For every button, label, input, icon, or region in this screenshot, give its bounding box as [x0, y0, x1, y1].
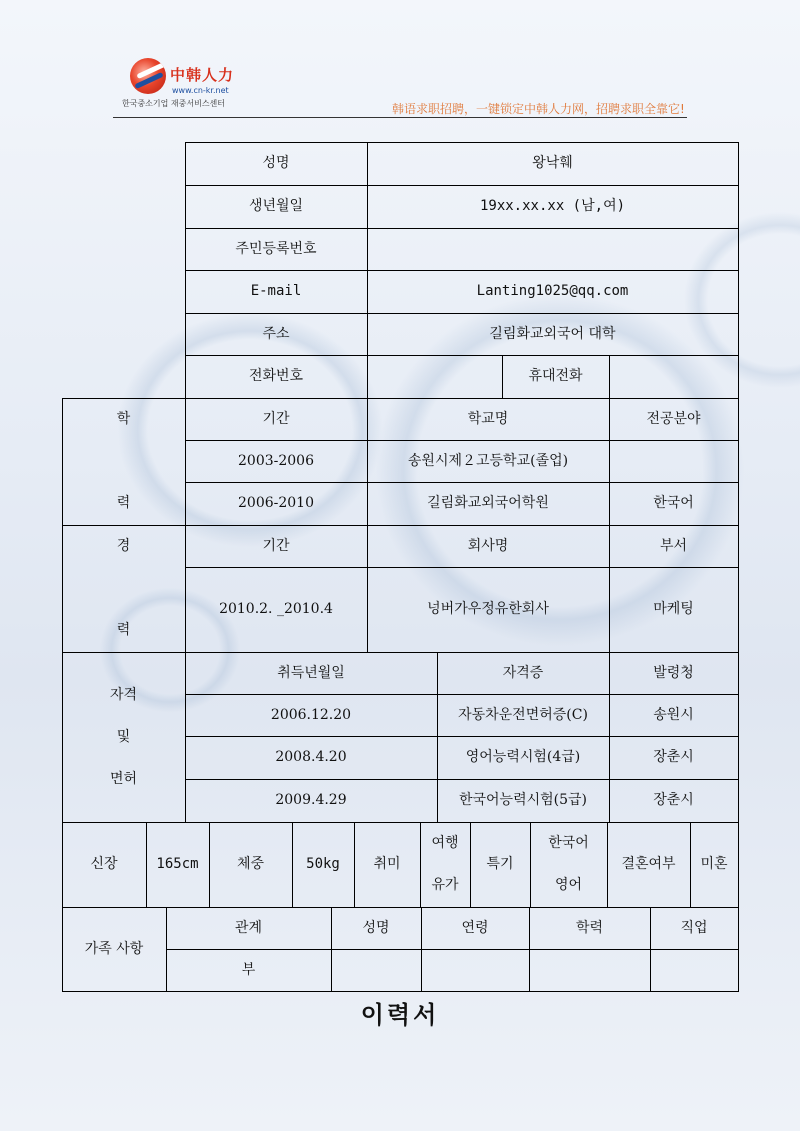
education-row-period: 2003-2006 — [238, 452, 314, 469]
education-row-period: 2006-2010 — [238, 495, 314, 512]
license-section-label-1: 자격 — [109, 686, 138, 703]
education-row-major: 한국어 — [653, 495, 694, 512]
phone-value — [367, 355, 502, 398]
address-label: 주소 — [262, 325, 290, 342]
mobile-label: 휴대전화 — [528, 368, 583, 385]
family-header-relation: 관계 — [234, 919, 263, 936]
license-row-cert: 한국어능력시험(5급) — [458, 792, 588, 809]
career-row-period: 2010.2. _2010.4 — [219, 601, 333, 618]
header-slogan: 韩语求职招聘，一键锁定中韩人力网，招聘求职全靠它! — [392, 102, 685, 116]
logo-name: 中韩人力 — [170, 66, 235, 84]
family-row-age — [421, 949, 529, 991]
weight-value: 50kg — [306, 856, 340, 873]
career-header-period: 기간 — [262, 537, 290, 554]
license-section-label-3: 면허 — [109, 770, 138, 787]
education-header-major: 전공분야 — [646, 410, 701, 427]
weight-label: 체중 — [236, 856, 265, 873]
license-row-cert: 자동차운전면허증(C) — [458, 706, 588, 723]
mobile-value — [609, 355, 738, 398]
family-row-education — [529, 949, 650, 991]
height-label: 신장 — [90, 856, 118, 873]
career-section-label-1: 경 — [116, 537, 131, 554]
hobby-value-2: 유가 — [431, 877, 459, 894]
page-header — [0, 0, 800, 125]
hobby-label: 취미 — [373, 856, 401, 873]
height-value: 165cm — [156, 856, 199, 873]
career-row-company: 넝버가우정유한회사 — [427, 601, 549, 618]
education-section-label-2: 력 — [116, 495, 131, 512]
education-row-school: 길림화교외국어학원 — [427, 495, 549, 512]
license-row-issuer: 송원시 — [653, 706, 694, 723]
career-header-dept: 부서 — [659, 537, 688, 554]
logo-url[interactable]: www.cn-kr.net — [172, 86, 229, 95]
id-number-label: 주민등록번호 — [235, 240, 317, 257]
birth-value: 19xx.xx.xx (남,여) — [479, 198, 626, 215]
education-header-school: 학교명 — [467, 410, 509, 427]
education-row-major — [609, 440, 738, 482]
license-header-date: 취득년월일 — [277, 664, 345, 681]
marriage-label: 결혼여부 — [621, 856, 676, 873]
family-section-label: 가족 사항 — [84, 940, 144, 957]
family-header-job: 직업 — [680, 919, 708, 936]
birth-label: 생년월일 — [248, 198, 304, 215]
id-number-value — [367, 228, 738, 270]
career-header-company: 회사명 — [467, 537, 509, 554]
logo-subtitle: 한국중소기업 재중서비스센터 — [122, 99, 226, 108]
career-row-dept: 마케팅 — [653, 601, 694, 618]
license-row-date: 2009.4.29 — [275, 792, 347, 809]
education-row-school: 송원시제２고등학교(졸업) — [407, 452, 569, 469]
family-header-age: 연령 — [461, 919, 489, 936]
skill-value-2: 영어 — [554, 877, 583, 894]
family-header-name: 성명 — [362, 919, 390, 936]
family-row-job — [650, 949, 738, 991]
family-header-education: 학력 — [575, 919, 604, 936]
family-row-name — [331, 949, 421, 991]
license-row-date: 2008.4.20 — [275, 749, 347, 766]
license-header-issuer: 발령청 — [653, 664, 694, 681]
skill-value-1: 한국어 — [548, 834, 589, 851]
hobby-value-1: 여행 — [431, 834, 459, 851]
family-row-relation: 부 — [241, 961, 256, 978]
address-value: 길림화교외국어 대학 — [489, 325, 616, 342]
email-label: E-mail — [250, 283, 302, 300]
name-value: 왕낙훼 — [532, 155, 573, 172]
document-title: 이력서 — [360, 1000, 440, 1029]
header-divider — [113, 117, 687, 118]
license-row-cert: 영어능력시험(4급) — [465, 749, 581, 766]
company-logo[interactable] — [122, 56, 248, 112]
name-label: 성명 — [262, 155, 290, 172]
skill-label: 특기 — [486, 856, 514, 873]
phone-label: 전화번호 — [248, 368, 304, 385]
education-section-label-1: 학 — [116, 410, 131, 427]
education-header-period: 기간 — [262, 410, 290, 427]
license-row-issuer: 장춘시 — [653, 792, 694, 809]
license-row-issuer: 장춘시 — [653, 749, 694, 766]
logo-globe-icon — [130, 58, 166, 94]
license-section-label-2: 및 — [116, 728, 131, 745]
marriage-value: 미혼 — [700, 856, 728, 873]
license-row-date: 2006.12.20 — [270, 706, 352, 723]
career-section-label-2: 력 — [116, 622, 131, 639]
license-header-cert: 자격증 — [502, 664, 544, 681]
email-value[interactable]: Lanting1025@qq.com — [476, 283, 629, 300]
